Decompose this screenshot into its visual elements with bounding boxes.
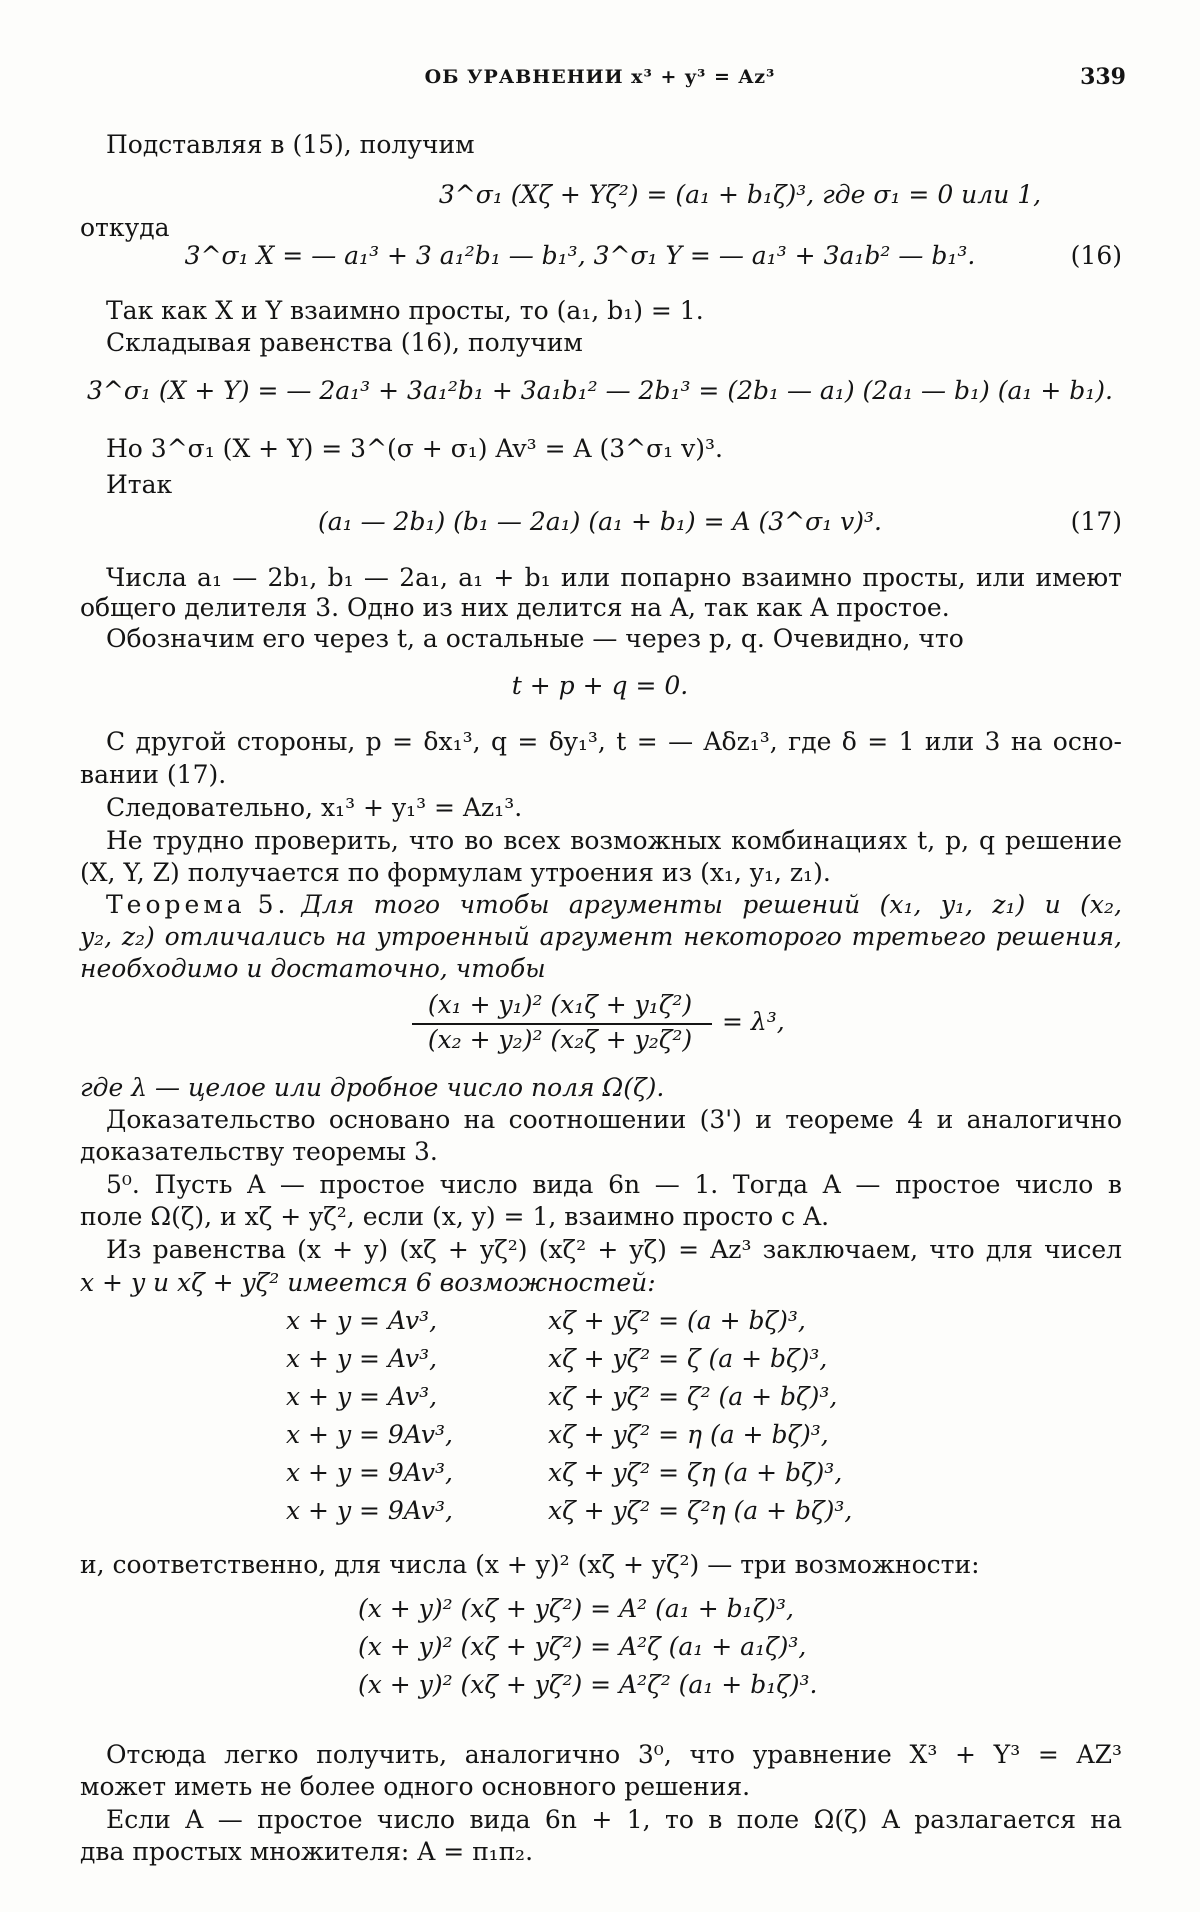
system-row [280, 1454, 858, 1492]
theorem-statement: необходимо и достаточно, чтобы [80, 954, 546, 983]
paragraph-line: два простых множителя: A = π₁π₂. [80, 1837, 534, 1866]
system-row [280, 1340, 858, 1378]
system-line: (x + y)² (xζ + yζ²) = A² (a₁ + b₁ζ)³, [358, 1594, 794, 1623]
system-row [352, 1666, 824, 1704]
equation-line: 3^σ₁ (Xζ + Yζ²) = (a₁ + b₁ζ)³, где σ₁ = 0 или 1, [438, 180, 1042, 209]
system-row [280, 1302, 858, 1340]
system-six-cases [280, 1302, 858, 1530]
system-right: xζ + yζ² = ζ² (a + bζ)³, [548, 1382, 838, 1411]
equation-label: (16) [1070, 241, 1122, 270]
system-three-cases [352, 1590, 824, 1704]
paragraph-line: x + y и xζ + yζ² имеется 6 возможностей: [80, 1268, 656, 1297]
system-left: x + y = Av³, [286, 1344, 438, 1373]
paragraph-line: Доказательство основано на соотношении (3') и теореме 4 и аналогично [106, 1105, 1122, 1134]
paragraph-line: может иметь не более одного основного решения. [80, 1772, 751, 1801]
system-right: xζ + yζ² = η (a + bζ)³, [548, 1420, 829, 1449]
theorem-heading: Теорема 5. [106, 890, 290, 919]
system-row [280, 1378, 858, 1416]
system-right: xζ + yζ² = ζ²η (a + bζ)³, [548, 1496, 853, 1525]
paragraph-line: Не трудно проверить, что во всех возможных комбинациях t, p, q решение [106, 826, 1122, 855]
paragraph-line: Подставляя в (15), получим [106, 130, 475, 159]
system-left: x + y = 9Av³, [286, 1458, 453, 1487]
running-header: ОБ УРАВНЕНИИ x³ + y³ = Az³ [424, 66, 776, 88]
paragraph-line: Но 3^σ₁ (X + Y) = 3^(σ + σ₁) Av³ = A (3^σ₁ v)³. [106, 434, 723, 463]
paragraph-line: вании (17). [80, 760, 227, 789]
system-line: (x + y)² (xζ + yζ²) = A²ζ (a₁ + a₁ζ)³, [358, 1632, 807, 1661]
paragraph-line: Итак [106, 470, 173, 499]
system-row [280, 1416, 858, 1454]
paragraph-line: Следовательно, x₁³ + y₁³ = Az₁³. [106, 793, 523, 822]
system-row [280, 1492, 858, 1530]
paragraph-line: Из равенства (x + y) (xζ + yζ²) (xζ² + yζ) = Az³ заключаем, что для чисел [106, 1235, 1122, 1264]
paragraph-line: Обозначим его через t, а остальные — через p, q. Очевидно, что [106, 624, 964, 653]
paragraph-line: поле Ω(ζ), и xζ + yζ², если (x, y) = 1, взаимно просто с A. [80, 1202, 830, 1231]
system-left: x + y = Av³, [286, 1306, 438, 1335]
equation-label: (17) [1070, 507, 1122, 536]
system-right: xζ + yζ² = ζη (a + bζ)³, [548, 1458, 843, 1487]
system-left: x + y = 9Av³, [286, 1420, 453, 1449]
fraction-rhs: = λ³, [722, 1007, 785, 1036]
system-row [352, 1628, 824, 1666]
equation-line: 3^σ₁ (X + Y) = — 2a₁³ + 3a₁²b₁ + 3a₁b₁² — 2b₁³ = (2b₁ — a₁) (2a₁ — b₁) (a₁ + b₁). [87, 376, 1113, 405]
paragraph-line: Если A — простое число вида 6n + 1, то в поле Ω(ζ) A разлагается на [106, 1805, 1122, 1834]
paragraph-line: общего делителя 3. Одно из них делится на A, так как A простое. [80, 593, 950, 622]
system-left: x + y = 9Av³, [286, 1496, 453, 1525]
paragraph-line: Отсюда легко получить, аналогично 3⁰, что уравнение X³ + Y³ = AZ³ [106, 1740, 1122, 1769]
paragraph-line: Складывая равенства (16), получим [106, 328, 583, 357]
theorem-5 [106, 890, 1122, 920]
equation-17: (a₁ — 2b₁) (b₁ — 2a₁) (a₁ + b₁) = A (3^σ₁ v)³. [317, 507, 883, 536]
equation-line: t + p + q = 0. [511, 671, 689, 700]
paragraph-line: 5⁰. Пусть A — простое число вида 6n — 1. Тогда A — простое число в [106, 1170, 1122, 1199]
paragraph-line: С другой стороны, p = δx₁³, q = δy₁³, t = — Aδz₁³, где δ = 1 или 3 на осно- [106, 727, 1122, 756]
system-right: xζ + yζ² = ζ (a + bζ)³, [548, 1344, 828, 1373]
paragraph-line: где λ — целое или дробное число поля Ω(ζ). [80, 1073, 665, 1102]
paragraph-line: Так как X и Y взаимно просты, то (a₁, b₁) = 1. [106, 296, 704, 325]
system-left: x + y = Av³, [286, 1382, 438, 1411]
system-row [352, 1590, 824, 1628]
paragraph-line: Числа a₁ — 2b₁, b₁ — 2a₁, a₁ + b₁ или попарно взаимно просты, или имеют [106, 563, 1122, 592]
system-right: xζ + yζ² = (a + bζ)³, [548, 1306, 806, 1335]
theorem-statement: y₂, z₂) отличались на утроенный аргумент некоторого третьего решения, [80, 922, 1122, 951]
paragraph-line: и, соответственно, для числа (x + y)² (xζ + yζ²) — три возможности: [80, 1550, 980, 1579]
page-number: 339 [1080, 64, 1126, 90]
equation-16: 3^σ₁ X = — a₁³ + 3 a₁²b₁ — b₁³, 3^σ₁ Y = — a₁³ + 3a₁b² — b₁³. [184, 241, 976, 270]
paragraph-line: доказательству теоремы 3. [80, 1137, 438, 1166]
fraction-numerator: (x₁ + y₁)² (x₁ζ + y₁ζ²) [427, 990, 693, 1019]
paragraph-line: откуда [80, 213, 170, 242]
paragraph-line: (X, Y, Z) получается по формулам утроения из (x₁, y₁, z₁). [80, 858, 831, 887]
fraction-denominator: (x₂ + y₂)² (x₂ζ + y₂ζ²) [427, 1025, 693, 1054]
theorem-statement: Для того чтобы аргументы решений (x₁, y₁, z₁) и (x₂, [301, 890, 1122, 919]
system-line: (x + y)² (xζ + yζ²) = A²ζ² (a₁ + b₁ζ)³. [358, 1670, 818, 1699]
